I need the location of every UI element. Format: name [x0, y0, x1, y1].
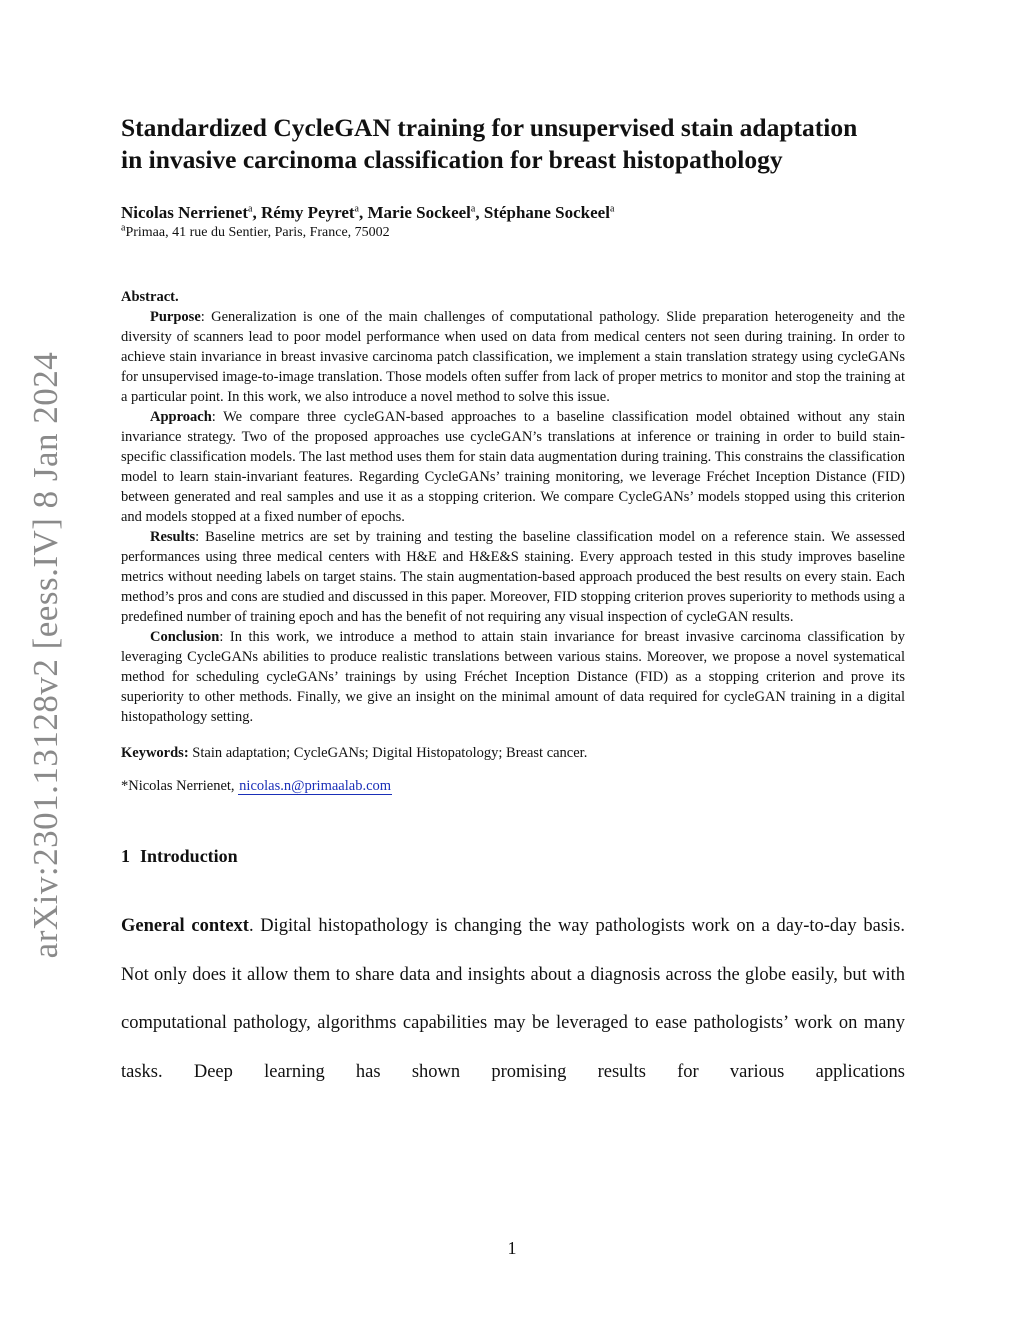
author-affil-mark: a	[354, 203, 359, 215]
results-text: : Baseline metrics are set by training and testing the baseline classification model on a reference stain. We assessed performances using three medical centers with H&E and H&E&S staining. Every approach tested in this study improves baseline metrics without needing labels on target stains. The stain augmentation-based approach produced the best results on every stain. Each method’s pros and cons are studied and discussed in this paper. Moreover, FID stopping criterion proves superiority to methods using a predefined number of training epoch and has the benefit of not requiring any visual inspection of cycleGAN results.	[121, 529, 905, 625]
author-affil-mark: a	[470, 203, 476, 215]
affiliation-text: Primaa, 41 rue du Sentier, Paris, France, 75002	[125, 225, 390, 240]
title-line-1: Standardized CycleGAN training for unsupervised stain adaptation	[121, 113, 858, 142]
keywords-text: Stain adaptation; CycleGANs; Digital Histopatology; Breast cancer.	[188, 745, 588, 761]
results-label: Results	[150, 529, 196, 545]
contact-prefix: *Nicolas Nerrienet,	[121, 778, 239, 794]
approach-label: Approach	[150, 409, 212, 425]
affiliation-mark: a	[121, 222, 126, 234]
purpose-text: : Generalization is one of the main challenges of computational pathology. Slide preparation heterogeneity and the diversity of scanners lead to poor model performance when used on data from medical centers not seen during training. In order to achieve stain invariance in breast invasive carcinoma patch classification, we implement a stain translation strategy using cycleGANs for unsupervised image-to-image translation. Those models often suffer from lack of proper metrics to monitor and stop the training at a particular point. In this work, we also introduce a novel method to solve this issue.	[121, 309, 905, 405]
page-content	[121, 112, 905, 1096]
paper-title	[121, 112, 905, 176]
intro-lead: General context	[121, 916, 249, 936]
abstract-purpose	[121, 307, 905, 407]
title-line-2: in invasive carcinoma classification for breast histopathology	[121, 145, 783, 174]
abstract-approach	[121, 407, 905, 527]
arxiv-stamp-text: arXiv:2301.13128v2 [eess.IV] 8 Jan 2024	[26, 351, 65, 959]
author-name: Stéphane Sockeel	[483, 203, 610, 222]
page-number: 1	[507, 1238, 517, 1258]
corresponding-author	[121, 776, 905, 796]
intro-text: . Digital histopathology is changing the way pathologists work on a day-to-day basis. Not only does it allow them to share data and insights about a diagnosis across the globe easily, but with computational pathology, algorithms capabilities may be leveraged to ease pathologists’ work on many tasks. Deep learning has shown promising results for various applications	[121, 916, 905, 1082]
keywords-label: Keywords:	[121, 745, 189, 761]
approach-text: : We compare three cycleGAN-based approaches to a baseline classification model obtained without any stain invariance strategy. Two of the proposed approaches use cycleGAN’s translations at inference or training in order to build stain-specific classification models. The last method uses them for stain data augmentation during training. This constrains the classification model to learn stain-invariant features. Regarding CycleGANs’ training monitoring, we leverage Fréchet Inception Distance (FID) between generated and real samples and use it as a stopping criterion. We compare CycleGANs’ models stopped using this criterion and models stopped at a fixed number of epochs.	[121, 409, 905, 525]
section-heading	[121, 844, 905, 868]
purpose-label: Purpose	[150, 309, 201, 325]
abstract	[121, 287, 905, 727]
abstract-heading: Abstract.	[121, 289, 179, 305]
conclusion-label: Conclusion	[150, 629, 220, 645]
email-link[interactable]: nicolas.n@primaalab.com	[239, 778, 392, 794]
conclusion-text: : In this work, we introduce a method to attain stain invariance for breast invasive carcinoma classification by leveraging CycleGANs abilities to produce realistic translations between various stains. Moreover, we propose a novel systematical method for scheduling cycleGANs’ trainings by using Fréchet Inception Distance (FID) as a stopping criterion and prove its superiority to other methods. Finally, we give an insight on the minimal amount of data required for cycleGAN training in a digital histopathology setting.	[121, 629, 905, 725]
intro-paragraph	[121, 902, 905, 1096]
author-name: Marie Sockeel	[367, 203, 471, 222]
abstract-results	[121, 527, 905, 627]
author-affil-mark: a	[609, 203, 615, 215]
author-name: Rémy Peyret	[260, 203, 355, 222]
author-name: Nicolas Nerrienet	[121, 203, 248, 222]
affiliation	[121, 224, 905, 242]
section-title: Introduction	[140, 846, 238, 866]
author-list: Nicolas Nerrienet$^a$, Rémy Peyret$^a$, Marie Sockeel$^a$, Stéphane Sockeel$^a$	[121, 203, 615, 222]
keywords	[121, 743, 905, 763]
author-affil-mark: a	[247, 203, 253, 215]
abstract-conclusion	[121, 627, 905, 727]
section-number: 1	[121, 846, 130, 866]
